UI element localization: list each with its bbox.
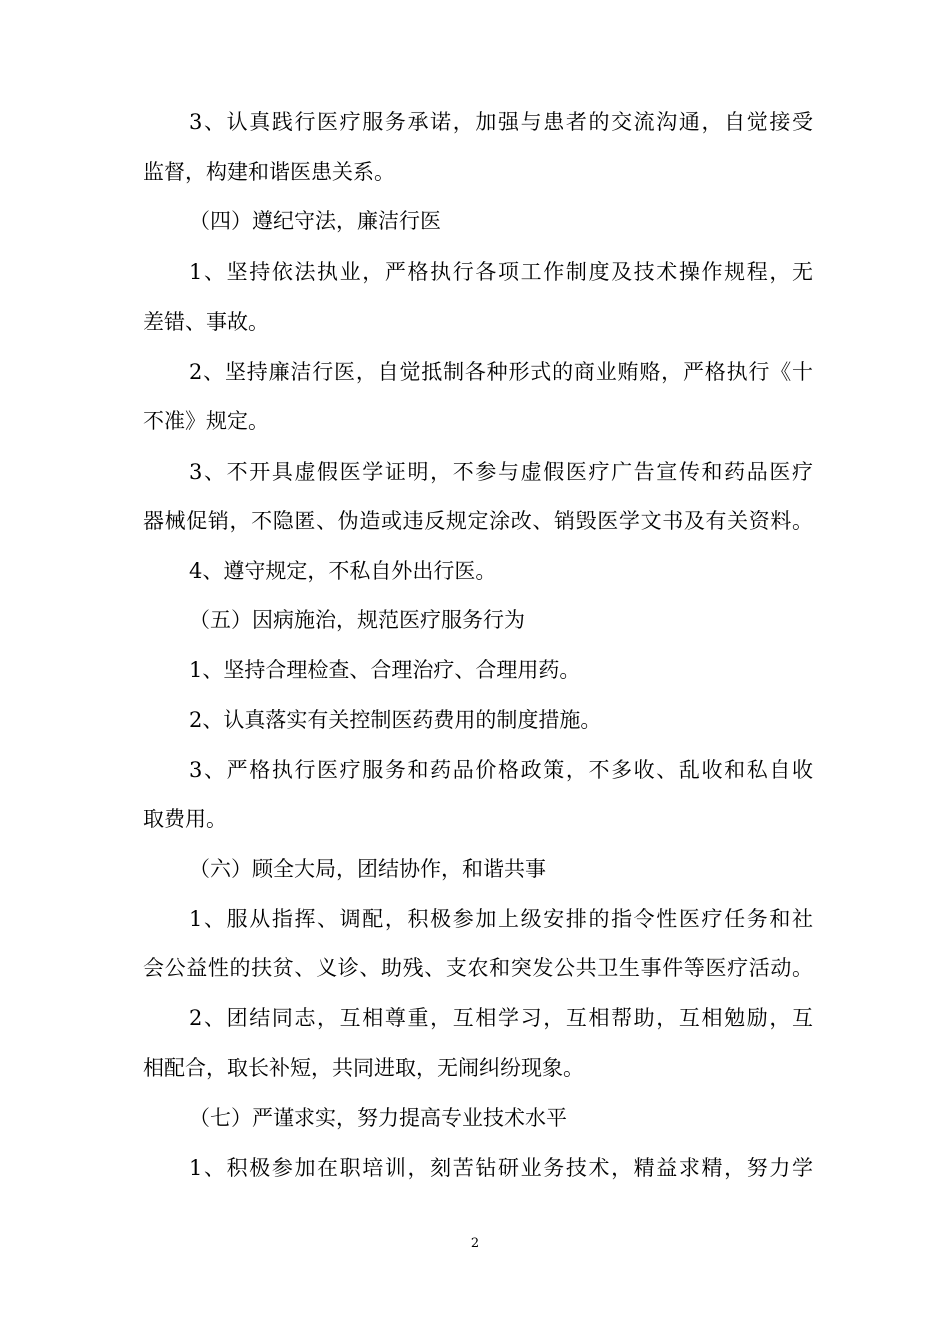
paragraph-line: 不准》规定。 [143,409,269,433]
paragraph-line: 2、坚持廉洁行医，自觉抵制各种形式的商业贿赂，严格执行《十 [189,360,813,384]
paragraph-line: 2、团结同志，互相尊重，互相学习，互相帮助，互相勉励，互 [189,1006,813,1030]
paragraph-line: 3、认真践行医疗服务承诺，加强与患者的交流沟通，自觉接受 [189,110,813,134]
paragraph-line: 4、遵守规定，不私自外出行医。 [189,559,497,583]
section-heading: （六）顾全大局，团结协作，和谐共事 [189,857,546,881]
paragraph-line: 3、不开具虚假医学证明，不参与虚假医疗广告宣传和药品医疗 [189,460,813,484]
paragraph-line: 3、严格执行医疗服务和药品价格政策，不多收、乱收和私自收 [189,758,813,782]
section-heading: （七）严谨求实，努力提高专业技术水平 [189,1106,567,1130]
paragraph-line: 监督，构建和谐医患关系。 [143,160,395,184]
paragraph-line: 器械促销，不隐匿、伪造或违反规定涂改、销毁医学文书及有关资料。 [143,509,813,533]
paragraph-line: 1、积极参加在职培训，刻苦钻研业务技术，精益求精，努力学 [189,1156,813,1180]
paragraph-line: 1、坚持合理检查、合理治疗、合理用药。 [189,658,581,682]
paragraph-line: 1、坚持依法执业，严格执行各项工作制度及技术操作规程，无 [189,260,813,284]
page-number: 2 [470,1236,480,1251]
paragraph-line: 1、服从指挥、调配，积极参加上级安排的指令性医疗任务和社 [189,907,813,931]
paragraph-line: 2、认真落实有关控制医药费用的制度措施。 [189,708,602,732]
section-heading: （四）遵纪守法，廉洁行医 [189,209,441,233]
paragraph-line: 相配合，取长补短，共同进取，无闹纠纷现象。 [143,1056,584,1080]
paragraph-line: 差错、事故。 [143,310,269,334]
paragraph-line: 会公益性的扶贫、义诊、助残、支农和突发公共卫生事件等医疗活动。 [143,956,813,980]
section-heading: （五）因病施治，规范医疗服务行为 [189,608,525,632]
paragraph-line: 取费用。 [143,807,227,831]
